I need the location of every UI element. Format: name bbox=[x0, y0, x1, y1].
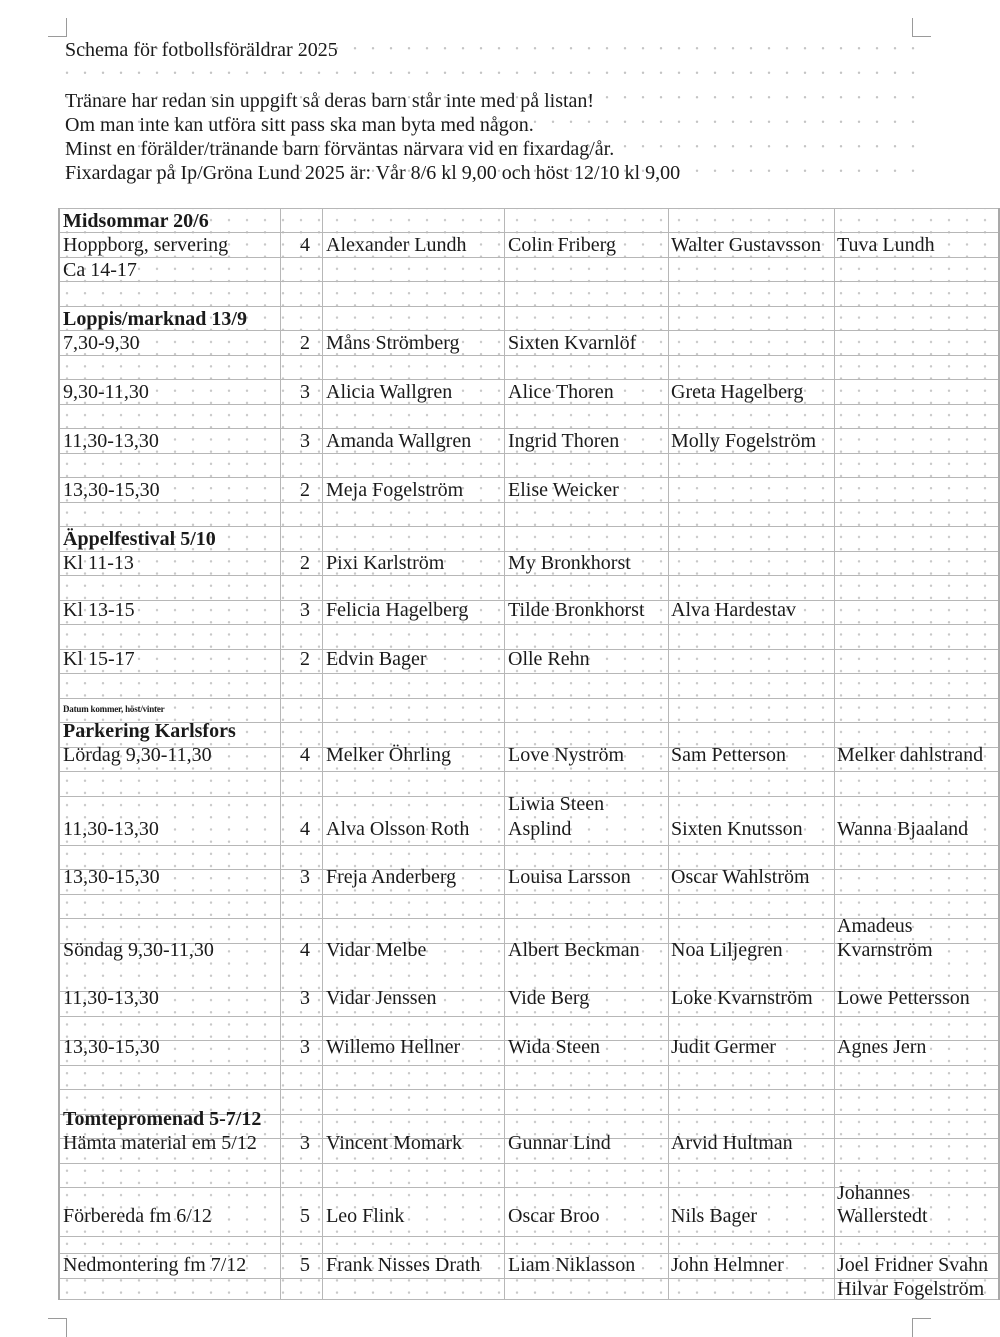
section-title-appelfestival: Äppelfestival 5/10 bbox=[63, 528, 216, 550]
shift-count: 3 bbox=[300, 430, 310, 452]
shift-time: Kl 11-13 bbox=[63, 552, 134, 574]
person-1: Vidar Jenssen bbox=[326, 987, 437, 1009]
person-1: Melker Öhrling bbox=[326, 744, 451, 766]
row-line bbox=[58, 1016, 1000, 1017]
row-line bbox=[58, 1089, 1000, 1090]
row-line bbox=[58, 1065, 1000, 1066]
shift-time: Förbereda fm 6/12 bbox=[63, 1205, 212, 1227]
intro-line-4: Fixardagar på Ip/Gröna Lund 2025 är: Vår 8/6 kl 9,00 och höst 12/10 kl 9,00 bbox=[65, 162, 681, 184]
person-2: My Bronkhorst bbox=[508, 552, 631, 574]
row-line bbox=[58, 1163, 1000, 1164]
person-3: Walter Gustavsson bbox=[671, 234, 822, 256]
row-line bbox=[58, 673, 1000, 674]
row-line bbox=[58, 355, 1000, 356]
shift-time: Hämta material em 5/12 bbox=[63, 1132, 257, 1154]
shift-count: 4 bbox=[300, 818, 310, 840]
person-1: Willemo Hellner bbox=[326, 1036, 461, 1058]
person-2: Olle Rehn bbox=[508, 648, 590, 670]
shift-time: Söndag 9,30-11,30 bbox=[63, 939, 214, 961]
shift-count: 3 bbox=[300, 866, 310, 888]
row-line bbox=[58, 257, 1000, 258]
document-title: Schema för fotbollsföräldrar 2025 bbox=[65, 39, 338, 61]
person-1: Pixi Karlström bbox=[326, 552, 445, 574]
person-1: Alva Olsson Roth bbox=[326, 818, 470, 840]
person-3: Nils Bager bbox=[671, 1205, 758, 1227]
shift-time: Lördag 9,30-11,30 bbox=[63, 744, 212, 766]
row-line bbox=[58, 1236, 1000, 1237]
row-line bbox=[58, 575, 1000, 576]
column-line bbox=[668, 208, 669, 1300]
shift-count: 5 bbox=[300, 1254, 310, 1276]
shift-time: 9,30-11,30 bbox=[63, 381, 149, 403]
person-3: John Helmner bbox=[671, 1254, 784, 1276]
shift-count: 5 bbox=[300, 1205, 310, 1227]
shift-count: 4 bbox=[300, 939, 310, 961]
date-note: Datum kommer, höst/vinter bbox=[63, 704, 165, 714]
person-5: Hilvar Fogelström bbox=[837, 1278, 985, 1300]
person-2: Albert Beckman bbox=[508, 939, 640, 961]
column-line bbox=[58, 208, 60, 1300]
row-line bbox=[58, 281, 1000, 282]
intro-line-3: Minst en förälder/tränande barn förväntas närvara vid en fixardag/år. bbox=[65, 138, 615, 160]
shift-time: 13,30-15,30 bbox=[63, 479, 160, 501]
person-2: Oscar Broo bbox=[508, 1205, 600, 1227]
shift-time: Hoppborg, servering bbox=[63, 234, 229, 256]
person-4: Lowe Pettersson bbox=[837, 987, 970, 1009]
shift-count: 3 bbox=[300, 381, 310, 403]
person-2: Ingrid Thoren bbox=[508, 430, 620, 452]
shift-count: 3 bbox=[300, 599, 310, 621]
person-3: Oscar Wahlström bbox=[671, 866, 810, 888]
person-1: Alexander Lundh bbox=[326, 234, 467, 256]
person-1: Freja Anderberg bbox=[326, 866, 457, 888]
shift-count: 3 bbox=[300, 987, 310, 1009]
person-2: Liam Niklasson bbox=[508, 1254, 636, 1276]
person-3: Noa Liljegren bbox=[671, 939, 783, 961]
intro-line-1: Tränare har redan sin uppgift så deras barn står inte med på listan! bbox=[65, 90, 595, 112]
crop-mark-bottom-right bbox=[912, 1318, 931, 1337]
shift-count: 2 bbox=[300, 332, 310, 354]
row-line bbox=[58, 771, 1000, 772]
intro-line-2: Om man inte kan utföra sitt pass ska man byta med någon. bbox=[65, 114, 534, 136]
shift-time: 11,30-13,30 bbox=[63, 430, 159, 452]
person-2: Louisa Larsson bbox=[508, 866, 631, 888]
person-1: Vincent Momark bbox=[326, 1132, 462, 1154]
person-4: Melker dahlstrand bbox=[837, 744, 984, 766]
shift-count: 4 bbox=[300, 234, 310, 256]
shift-count: 3 bbox=[300, 1036, 310, 1058]
person-1: Frank Nisses Drath bbox=[326, 1254, 481, 1276]
row-line bbox=[58, 404, 1000, 405]
shift-count: 2 bbox=[300, 648, 310, 670]
person-1: Felicia Hagelberg bbox=[326, 599, 469, 621]
row-line bbox=[58, 624, 1000, 625]
person-4: Joel Fridner Svahn bbox=[837, 1254, 989, 1276]
person-2: Gunnar Lind bbox=[508, 1132, 611, 1154]
row-line bbox=[58, 502, 1000, 503]
schedule-table bbox=[58, 208, 1000, 1300]
column-line bbox=[322, 208, 323, 1300]
person-4-line-2: Wallerstedt bbox=[837, 1205, 928, 1227]
person-2-line-2: Asplind bbox=[508, 818, 572, 840]
row-line bbox=[58, 698, 1000, 699]
person-4: Wanna Bjaaland bbox=[837, 818, 969, 840]
section-title-parkering: Parkering Karlsfors bbox=[63, 720, 236, 742]
shift-time: Kl 15-17 bbox=[63, 648, 135, 670]
person-4-line-1: Amadeus bbox=[837, 915, 913, 937]
person-3: Sam Petterson bbox=[671, 744, 786, 766]
crop-mark-bottom-left bbox=[48, 1318, 67, 1337]
section-title-tomtepromenad: Tomtepromenad 5-7/12 bbox=[63, 1108, 262, 1130]
document-header bbox=[58, 34, 918, 190]
shift-time: Kl 13-15 bbox=[63, 599, 135, 621]
person-2-line-1: Liwia Steen bbox=[508, 793, 605, 815]
person-1: Alicia Wallgren bbox=[326, 381, 453, 403]
person-1: Vidar Melbe bbox=[326, 939, 427, 961]
person-3: Arvid Hultman bbox=[671, 1132, 793, 1154]
row-line bbox=[58, 845, 1000, 846]
person-2: Tilde Bronkhorst bbox=[508, 599, 645, 621]
section-title-midsommar: Midsommar 20/6 bbox=[63, 210, 209, 232]
person-1: Leo Flink bbox=[326, 1205, 405, 1227]
shift-count: 4 bbox=[300, 744, 310, 766]
shift-count: 2 bbox=[300, 552, 310, 574]
person-1: Amanda Wallgren bbox=[326, 430, 472, 452]
row-line bbox=[58, 894, 1000, 895]
person-2: Elise Weicker bbox=[508, 479, 619, 501]
person-1: Meja Fogelström bbox=[326, 479, 464, 501]
person-1: Måns Strömberg bbox=[326, 332, 460, 354]
shift-time: 11,30-13,30 bbox=[63, 818, 159, 840]
person-4-line-2: Kvarnström bbox=[837, 939, 933, 961]
person-3: Sixten Knutsson bbox=[671, 818, 803, 840]
row-line bbox=[58, 453, 1000, 454]
person-2: Sixten Kvarnlöf bbox=[508, 332, 637, 354]
section-title-loppis: Loppis/marknad 13/9 bbox=[63, 308, 247, 330]
person-4-line-1: Johannes bbox=[837, 1182, 911, 1204]
shift-time: 13,30-15,30 bbox=[63, 866, 160, 888]
person-3: Judit Germer bbox=[671, 1036, 776, 1058]
person-3: Loke Kvarnström bbox=[671, 987, 813, 1009]
shift-count: 3 bbox=[300, 1132, 310, 1154]
shift-time-note: Ca 14-17 bbox=[63, 259, 137, 281]
person-1: Edvin Bager bbox=[326, 648, 427, 670]
person-2: Love Nyström bbox=[508, 744, 625, 766]
shift-time: 11,30-13,30 bbox=[63, 987, 159, 1009]
shift-time: 7,30-9,30 bbox=[63, 332, 140, 354]
person-2: Vide Berg bbox=[508, 987, 590, 1009]
shift-time: 13,30-15,30 bbox=[63, 1036, 160, 1058]
person-2: Alice Thoren bbox=[508, 381, 614, 403]
person-4: Tuva Lundh bbox=[837, 234, 935, 256]
shift-time: Nedmontering fm 7/12 bbox=[63, 1254, 247, 1276]
person-3: Alva Hardestav bbox=[671, 599, 796, 621]
column-line bbox=[834, 208, 835, 1300]
shift-count: 2 bbox=[300, 479, 310, 501]
person-2: Colin Friberg bbox=[508, 234, 616, 256]
person-2: Wida Steen bbox=[508, 1036, 600, 1058]
person-3: Molly Fogelström bbox=[671, 430, 817, 452]
column-line bbox=[504, 208, 505, 1300]
person-4: Agnes Jern bbox=[837, 1036, 927, 1058]
person-3: Greta Hagelberg bbox=[671, 381, 804, 403]
